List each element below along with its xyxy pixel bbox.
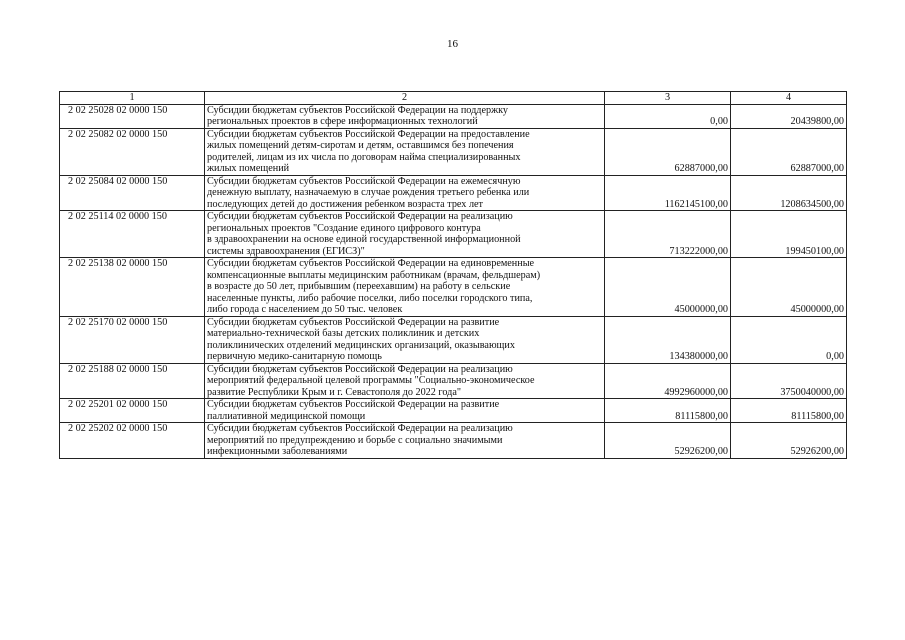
description-line: Субсидии бюджетам субъектов Российской Федерации на реализацию bbox=[207, 363, 513, 375]
table-row bbox=[60, 363, 847, 399]
description-line: денежную выплату, назначаемую в случае рождения третьего ребенка или bbox=[207, 187, 530, 198]
table-row bbox=[60, 104, 847, 128]
amount-column-3: 4992960000,00 bbox=[605, 363, 731, 399]
table-row bbox=[60, 211, 847, 258]
description-line: в возрасте до 50 лет, прибывшим (переехавшим) на работу в сельские bbox=[207, 281, 511, 292]
description-line: материально-технической базы детских поликлиник и детских bbox=[207, 328, 480, 339]
amount-column-3: 45000000,00 bbox=[605, 258, 731, 317]
description-line: жилых помещений bbox=[207, 163, 290, 174]
description-line: Субсидии бюджетам субъектов Российской Федерации на реализацию bbox=[207, 423, 513, 434]
description-line: поликлинических отделений медицинских организаций, оказывающих bbox=[207, 339, 515, 351]
amount-column-4: 45000000,00 bbox=[731, 258, 847, 317]
description-line: Субсидии бюджетам субъектов Российской Федерации на предоставление bbox=[207, 128, 530, 140]
description-line: мероприятий по предупреждению и борьбе с социально значимыми bbox=[207, 434, 503, 446]
table-row bbox=[60, 399, 847, 423]
description-line: региональных проектов "Создание единого цифрового контура bbox=[207, 222, 481, 234]
description-line: развитие Республики Крым и г. Севастополя до 2022 года" bbox=[207, 386, 462, 398]
budget-code: 2 02 25084 02 0000 150 bbox=[60, 175, 205, 211]
description-line: системы здравоохранения (ЕГИСЗ)" bbox=[207, 245, 365, 257]
description-line: последующих детей до достижения ребенком возраста трех лет bbox=[207, 198, 483, 210]
description-line: жилых помещений детям-сиротам и детям, оставшимся без попечения bbox=[207, 140, 514, 151]
amount-column-4: 62887000,00 bbox=[731, 128, 847, 175]
amount-column-4: 0,00 bbox=[731, 316, 847, 363]
budget-code: 2 02 25202 02 0000 150 bbox=[60, 423, 205, 459]
table-row bbox=[60, 423, 847, 459]
amount-column-4: 81115800,00 bbox=[731, 399, 847, 423]
description-line: Субсидии бюджетам субъектов Российской Федерации на развитие bbox=[207, 399, 500, 410]
amount-column-4: 3750040000,00 bbox=[731, 363, 847, 399]
table-row bbox=[60, 258, 847, 317]
subsidy-description bbox=[205, 399, 605, 423]
subsidy-description bbox=[205, 423, 605, 459]
description-line: паллиативной медицинской помощи bbox=[207, 410, 366, 422]
column-header-2: 2 bbox=[205, 92, 605, 105]
description-line: родителей, лицам из их числа по договорам найма специализированных bbox=[207, 151, 521, 163]
budget-code: 2 02 25170 02 0000 150 bbox=[60, 316, 205, 363]
budget-code: 2 02 25138 02 0000 150 bbox=[60, 258, 205, 317]
table-row bbox=[60, 175, 847, 211]
table-row bbox=[60, 128, 847, 175]
subsidy-description bbox=[205, 211, 605, 258]
subsidy-description bbox=[205, 104, 605, 128]
description-line: населенные пункты, либо рабочие поселки, либо поселки городского типа, bbox=[207, 292, 533, 304]
table-row bbox=[60, 316, 847, 363]
amount-column-4: 1208634500,00 bbox=[731, 175, 847, 211]
subsidy-description bbox=[205, 175, 605, 211]
budget-code: 2 02 25114 02 0000 150 bbox=[60, 211, 205, 258]
description-line: инфекционными заболеваниями bbox=[207, 446, 348, 457]
amount-column-3: 81115800,00 bbox=[605, 399, 731, 423]
column-header-4: 4 bbox=[731, 92, 847, 105]
amount-column-3: 62887000,00 bbox=[605, 128, 731, 175]
budget-code: 2 02 25201 02 0000 150 bbox=[60, 399, 205, 423]
budget-table bbox=[59, 91, 847, 459]
amount-column-3: 1162145100,00 bbox=[605, 175, 731, 211]
subsidy-description bbox=[205, 316, 605, 363]
amount-column-3: 713222000,00 bbox=[605, 211, 731, 258]
table-header-row bbox=[60, 92, 847, 105]
column-header-1: 1 bbox=[60, 92, 205, 105]
subsidy-description bbox=[205, 258, 605, 317]
description-line: первичную медико-санитарную помощь bbox=[207, 351, 382, 362]
subsidy-description bbox=[205, 363, 605, 399]
amount-column-4: 20439800,00 bbox=[731, 104, 847, 128]
description-line: в здравоохранении на основе единой государственной информационной bbox=[207, 234, 521, 245]
description-line: Субсидии бюджетам субъектов Российской Федерации на единовременные bbox=[207, 258, 535, 269]
subsidy-description bbox=[205, 128, 605, 175]
description-line: либо города с населением до 50 тыс. человек bbox=[207, 304, 403, 315]
amount-column-3: 52926200,00 bbox=[605, 423, 731, 459]
description-line: мероприятий федеральной целевой программы "Социально-экономическое bbox=[207, 375, 535, 386]
amount-column-4: 52926200,00 bbox=[731, 423, 847, 459]
amount-column-4: 199450100,00 bbox=[731, 211, 847, 258]
description-line: Субсидии бюджетам субъектов Российской Федерации на реализацию bbox=[207, 211, 513, 222]
amount-column-3: 134380000,00 bbox=[605, 316, 731, 363]
description-line: Субсидии бюджетам субъектов Российской Федерации на ежемесячную bbox=[207, 175, 521, 187]
budget-code: 2 02 25188 02 0000 150 bbox=[60, 363, 205, 399]
page-number: 16 bbox=[447, 38, 458, 50]
budget-code: 2 02 25082 02 0000 150 bbox=[60, 128, 205, 175]
amount-column-3: 0,00 bbox=[605, 104, 731, 128]
description-line: региональных проектов в сфере информационных технологий bbox=[207, 116, 478, 127]
description-line: компенсационные выплаты медицинским работникам (врачам, фельдшерам) bbox=[207, 269, 541, 281]
description-line: Субсидии бюджетам субъектов Российской Федерации на поддержку bbox=[207, 104, 509, 116]
description-line: Субсидии бюджетам субъектов Российской Федерации на развитие bbox=[207, 316, 500, 328]
column-header-3: 3 bbox=[605, 92, 731, 105]
budget-code: 2 02 25028 02 0000 150 bbox=[60, 104, 205, 128]
